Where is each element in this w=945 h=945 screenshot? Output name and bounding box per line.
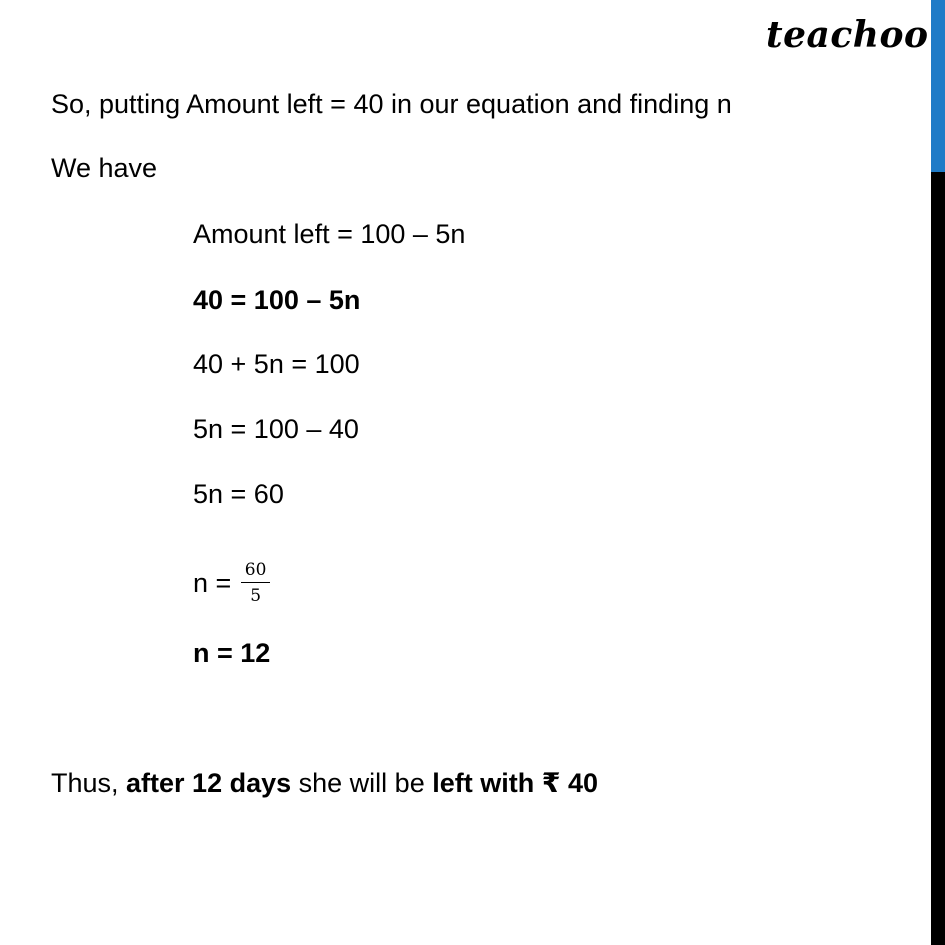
step-simplify: 5n = 60 — [193, 479, 284, 509]
sidebar-accent — [931, 0, 945, 172]
step-rearrange: 40 + 5n = 100 — [193, 349, 360, 379]
step-isolate: 5n = 100 – 40 — [193, 414, 359, 444]
conclusion-part1: Thus, — [51, 768, 127, 798]
conclusion-part3: she will be — [291, 768, 433, 798]
conclusion-line — [51, 766, 598, 800]
fraction-prefix: n = — [193, 568, 239, 599]
conclusion-days: after 12 days — [126, 768, 292, 798]
step-substitute: 40 = 100 – 5n — [193, 285, 361, 315]
fraction-numerator: 60 — [241, 560, 271, 583]
step-fraction — [193, 562, 270, 608]
step-amount-left: Amount left = 100 – 5n — [193, 219, 466, 249]
conclusion-amount: left with ₹ 40 — [432, 768, 599, 798]
step-result: n = 12 — [193, 638, 271, 668]
we-have-line: We have — [51, 153, 158, 183]
fraction-denominator: 5 — [250, 586, 262, 606]
fraction — [241, 560, 271, 606]
intro-line: So, putting Amount left = 40 in our equation and finding n — [51, 89, 732, 119]
teachoo-logo: teachoo — [766, 14, 929, 56]
